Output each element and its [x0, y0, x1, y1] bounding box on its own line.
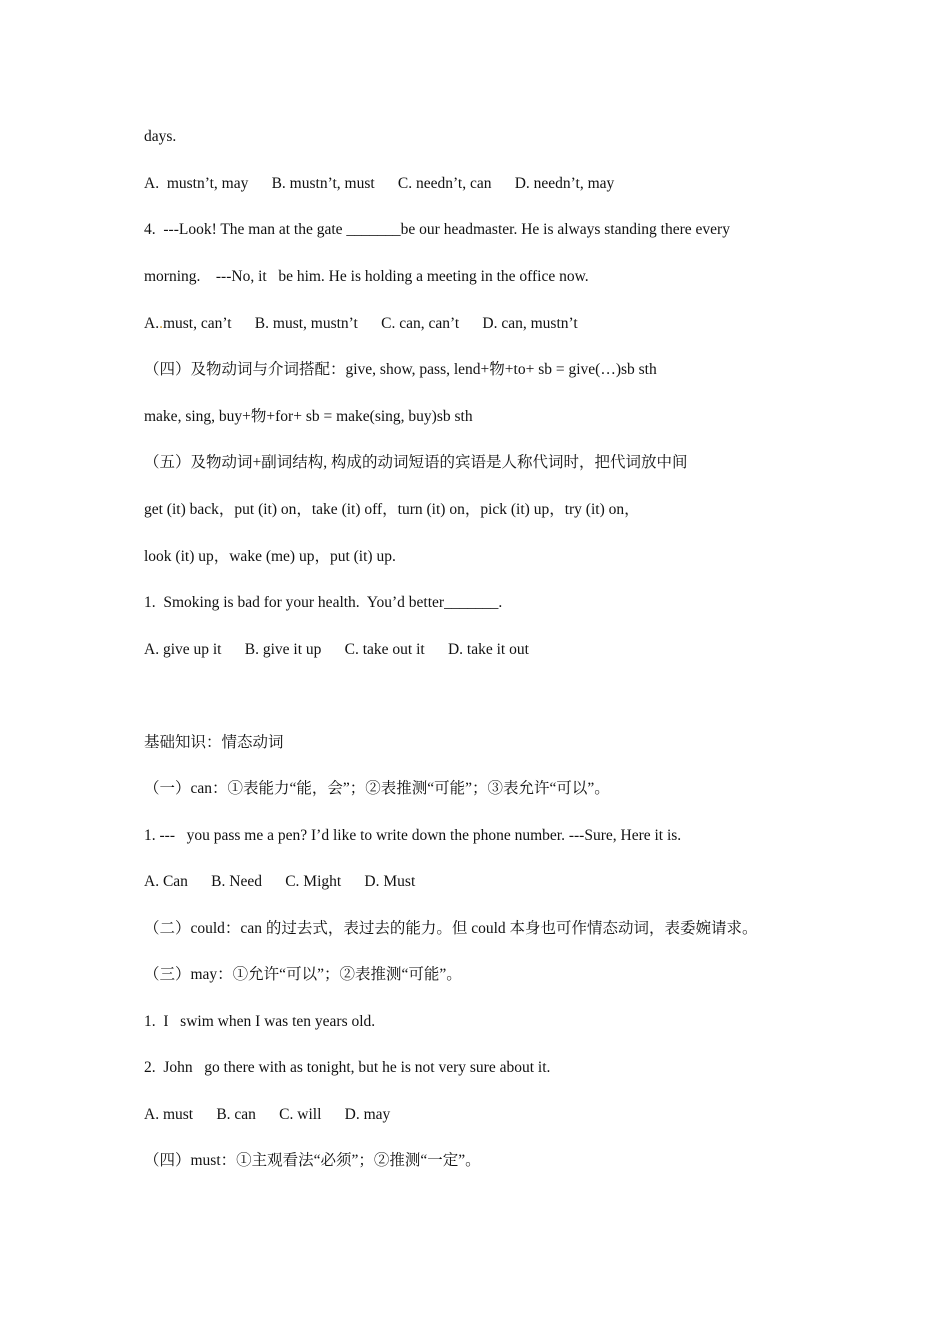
section-heading: （一）can：①表能力“能，会”；②表推测“可能”；③表允许“可以”。: [144, 780, 610, 797]
section-heading: （五）及物动词+副词结构, 构成的动词短语的宾语是人称代词时，把代词放中间: [144, 454, 688, 471]
option-a-label: A.: [144, 315, 160, 332]
section-heading: （三）may：①允许“可以”；②表推测“可能”。: [144, 966, 462, 983]
text-line: make, sing, buy+物+for+ sb = make(sing, buy)sb sth: [144, 408, 473, 425]
question-line: 1. --- you pass me a pen? I’d like to write down the phone number. ---Sure, Here it is.: [144, 827, 682, 844]
section-heading: （四）及物动词与介词搭配：give, show, pass, lend+物+to+ sb = give(…)sb sth: [144, 361, 657, 378]
marker-dot: .: [159, 315, 163, 332]
section-heading: （二）could：can 的过去式，表过去的能力。但 could 本身也可作情态动词，表委婉请求。: [144, 920, 758, 937]
options-rest: must, can’t B. must, mustn’t C. can, can’t D. can, mustn’t: [162, 315, 578, 332]
options-line: A. mustn’t, may B. mustn’t, must C. needn’t, can D. needn’t, may: [144, 175, 615, 192]
question-line: 1. Smoking is bad for your health. You’d better_______.: [144, 594, 503, 611]
section-heading: （四）must：①主观看法“必须”；②推测“一定”。: [144, 1152, 481, 1169]
section-title: 基础知识：情态动词: [144, 734, 284, 751]
question-line: 1. I swim when I was ten years old.: [144, 1013, 376, 1030]
options-line: A. give up it B. give it up C. take out it D. take it out: [144, 641, 529, 658]
options-line: A. must B. can C. will D. may: [144, 1106, 391, 1123]
text-line: look (it) up，wake (me) up，put (it) up.: [144, 548, 396, 565]
question-line: 2. John go there with as tonight, but he is not very sure about it.: [144, 1059, 551, 1076]
options-line: A. Can B. Need C. Might D. Must: [144, 873, 416, 890]
text-line: days.: [144, 128, 177, 145]
text-line: get (it) back，put (it) on，take (it) off，turn (it) on，pick (it) up，try (it) on，: [144, 501, 640, 518]
question-line: 4. ---Look! The man at the gate _______be our headmaster. He is always standing there every: [144, 221, 730, 238]
options-line: [144, 314, 578, 334]
text-line: morning. ---No, it be him. He is holding a meeting in the office now.: [144, 268, 589, 285]
